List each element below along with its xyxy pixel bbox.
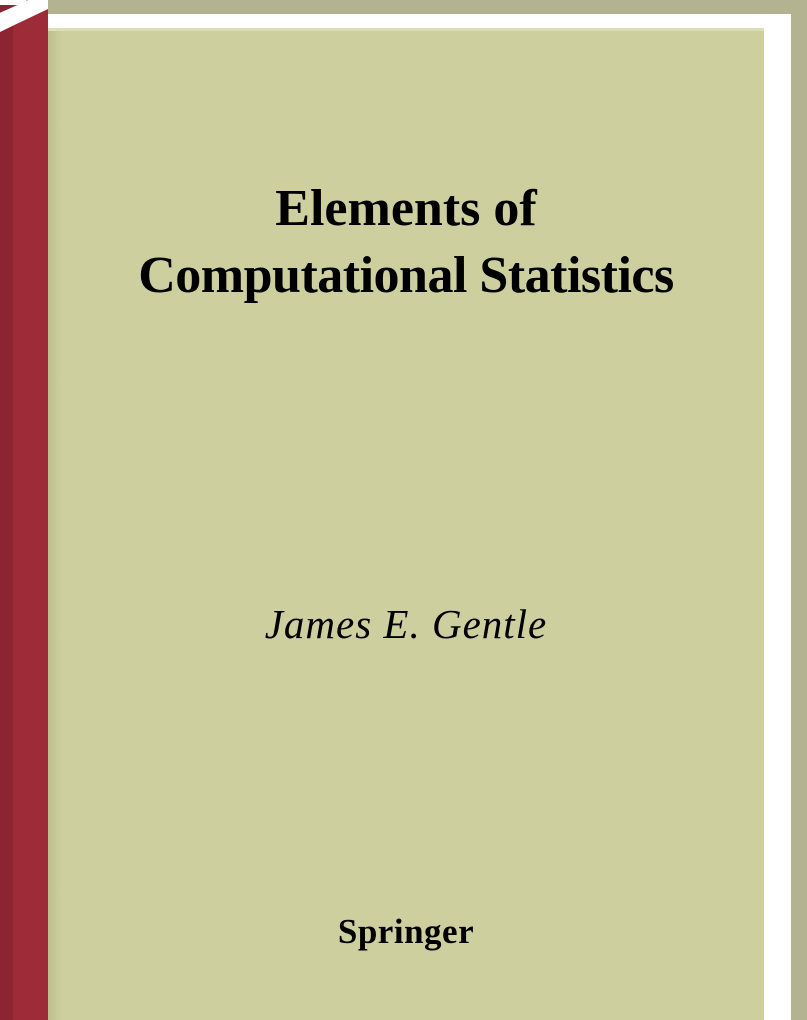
book-title: [68, 176, 744, 309]
book-author: James E. Gentle: [264, 601, 548, 647]
book-title-line-2: Computational Statistics: [138, 246, 674, 304]
book-title-line-1: Elements of: [275, 180, 537, 237]
cover-top-highlight: [48, 28, 764, 31]
book-spine-shadow: [0, 5, 13, 1020]
cover-inner-shadow: [48, 28, 62, 1020]
publisher-logo-text: Springer: [337, 912, 475, 951]
